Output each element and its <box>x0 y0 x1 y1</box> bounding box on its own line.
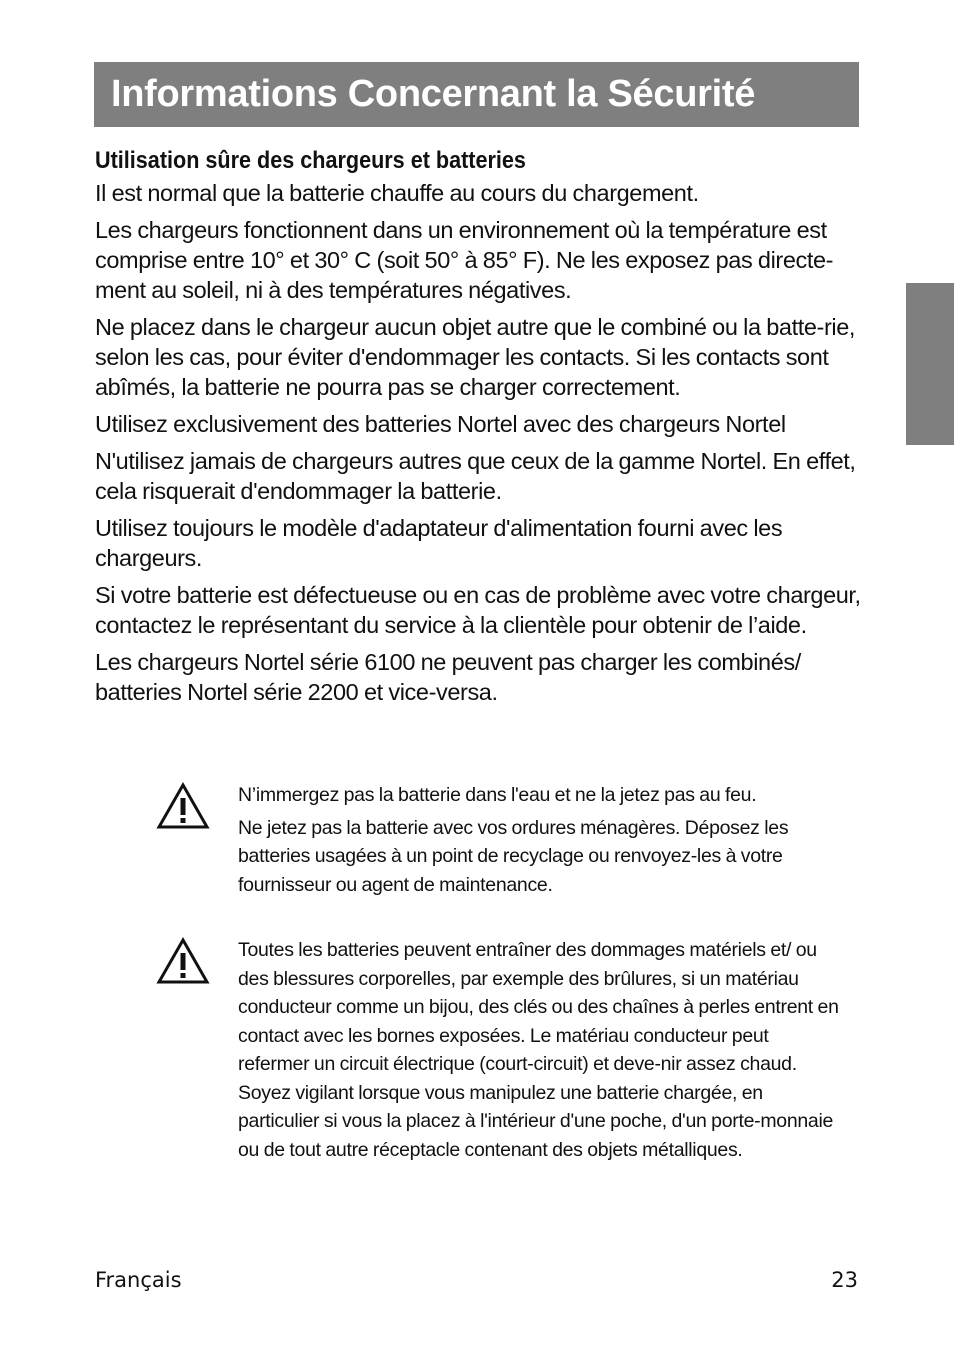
paragraph: Ne placez dans le chargeur aucun objet autre que le combiné ou la batte-rie, selon les cas, pour éviter d'endommager les contacts. Si les contacts sont abîmés, la batterie ne pourra pas se charger correctement. <box>95 314 855 400</box>
page-title: Informations Concernant la Sécurité <box>94 62 859 127</box>
safety-section <box>95 146 865 714</box>
warning-paragraph: Ne jetez pas la batterie avec vos ordures ménagères. Déposez les batteries usagées à un point de recyclage ou renvoyez-les à votre fournisseur ou agent de maintenance. <box>238 816 789 896</box>
warning-triangle-icon <box>155 781 211 831</box>
warning-paragraph: Toutes les batteries peuvent entraîner des dommages matériels et/ ou des blessures corporelles, par exemple des brûlures, si un matériau conducteur comme un bijou, des clés ou des chaînes à perles entrent en contact avec les bornes exposées. Le matériau conducteur peut refermer un circuit électrique (court-circuit) et deve-nir assez chaud. Soyez vigilant lorsque vous manipulez une batterie chargée, en particulier si vous la placez à l'intérieur d'une poche, d'un porte-monnaie ou de tout autre réceptacle contenant des objets métalliques. <box>238 939 839 1161</box>
warning-text <box>238 936 843 1168</box>
warning-paragraph: N’immergez pas la batterie dans l'eau et ne la jetez pas au feu. <box>238 784 757 806</box>
page-number: 23 <box>831 1268 858 1292</box>
paragraph: Si votre batterie est défectueuse ou en cas de problème avec votre chargeur, contactez le représentant du service à la clientèle pour obtenir de l’aide. <box>95 582 861 638</box>
paragraph: Les chargeurs Nortel série 6100 ne peuvent pas charger les combinés/ batteries Nortel série 2200 et vice-versa. <box>95 649 801 705</box>
footer-language: Français <box>95 1268 182 1292</box>
paragraph: Il est normal que la batterie chauffe au cours du chargement. <box>95 180 699 206</box>
paragraph: Utilisez toujours le modèle d'adaptateur d'alimentation fourni avec les chargeurs. <box>95 515 783 571</box>
section-heading: Utilisation sûre des chargeurs et batteries <box>95 147 526 174</box>
warning-triangle-icon <box>155 936 211 986</box>
paragraph: Les chargeurs fonctionnent dans un environnement où la température est comprise entre 10° et 30° C (soit 50° à 85° F). Ne les exposez pas directe-ment au soleil, ni à des températures négatives. <box>95 217 834 303</box>
section-side-tab <box>906 283 954 445</box>
paragraph: N'utilisez jamais de chargeurs autres que ceux de la gamme Nortel. En effet, cela risquerait d'endommager la batterie. <box>95 448 856 504</box>
paragraph: Utilisez exclusivement des batteries Nortel avec des chargeurs Nortel <box>95 411 786 437</box>
warning-text <box>238 781 843 903</box>
